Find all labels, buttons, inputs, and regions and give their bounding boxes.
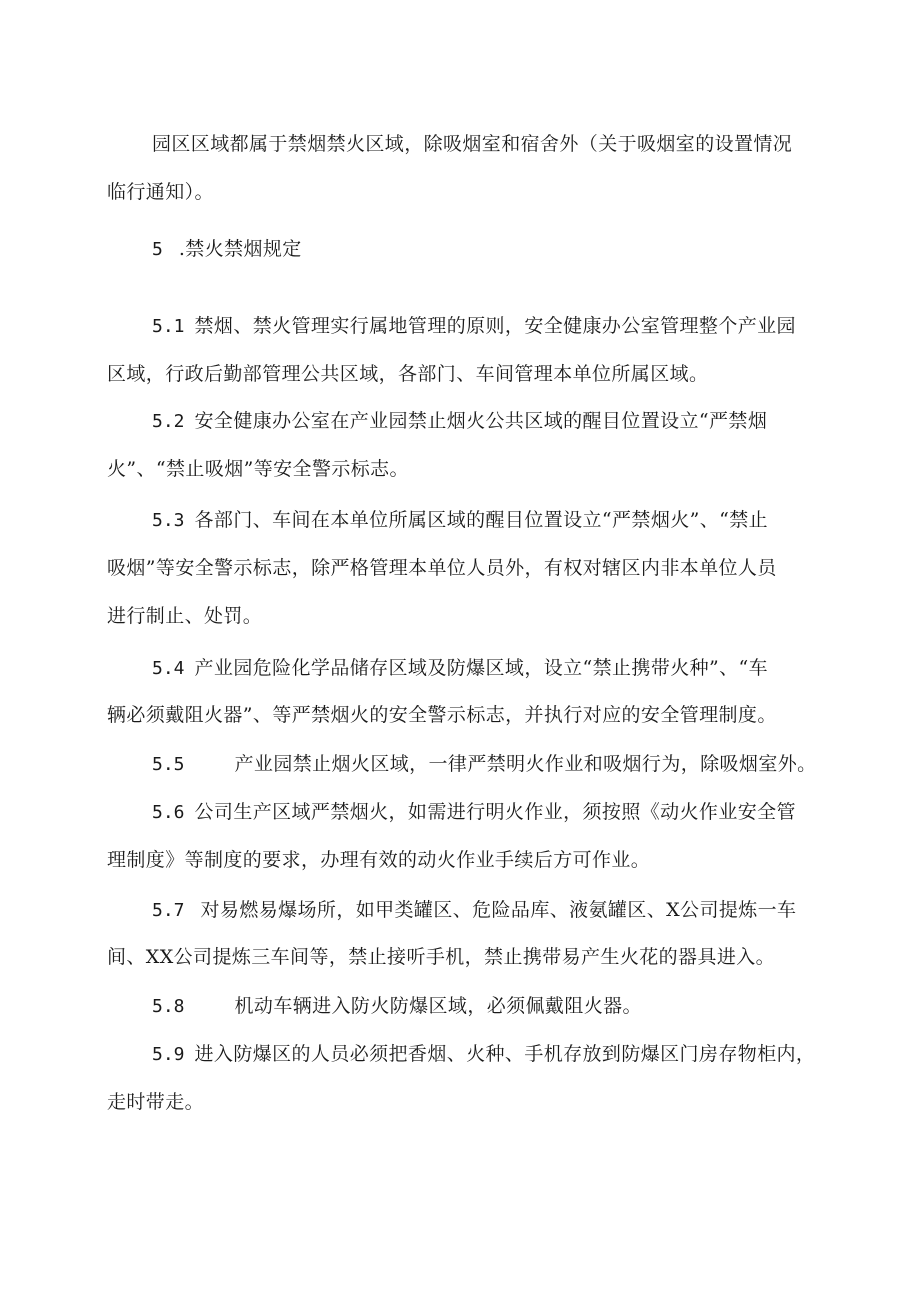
intro-line-1: 园区区域都属于禁烟禁火区域，除吸烟室和宿舍外（关于吸烟室的设置情况 — [152, 133, 793, 155]
clause-number: 5.3 — [152, 510, 185, 531]
clause-5-3-line-1 — [152, 508, 920, 533]
clause-number: 5.1 — [152, 316, 185, 337]
clause-text: 产业园禁止烟火区域，一律严禁明火作业和吸烟行为，除吸烟室外。 — [234, 753, 817, 775]
clause-5-2-line-1 — [152, 409, 920, 434]
clause-5-7-line-2: 间、XX公司提炼三车间等，禁止接听手机，禁止携带易产生火花的器具进入。 — [107, 946, 776, 968]
clause-5-4-line-2: 辆必须戴阻火器”、等严禁烟火的安全警示标志，并执行对应的安全管理制度。 — [107, 704, 777, 726]
clause-text: 公司生产区域严禁烟火，如需进行明火作业，须按照《动火作业安全管 — [194, 801, 796, 823]
clause-text: 各部门、车间在本单位所属区域的醒目位置设立“严禁烟火”、“禁止 — [194, 509, 769, 531]
intro-line-2: 临行通知）。 — [107, 181, 214, 203]
clause-5-3-line-3: 进行制止、处罚。 — [107, 605, 263, 627]
clause-text: 安全健康办公室在产业园禁止烟火公共区域的醒目位置设立“严禁烟 — [194, 410, 768, 432]
clause-number: 5.2 — [152, 411, 185, 432]
clause-5-6-line-2: 理制度》等制度的要求，办理有效的动火作业手续后方可作业。 — [107, 849, 651, 871]
clause-text: 禁烟、禁火管理实行属地管理的原则，安全健康办公室管理整个产业园 — [194, 315, 796, 337]
clause-number: 5.6 — [152, 802, 185, 823]
clause-text: 对易燃易爆场所，如甲类罐区、危险品库、液氨罐区、X公司提炼一车 — [200, 899, 797, 921]
clause-5-8-line-1 — [152, 994, 920, 1019]
clause-number: 5.9 — [152, 1044, 185, 1065]
clause-number: 5.5 — [152, 754, 185, 775]
clause-text: 产业园危险化学品储存区域及防爆区域，设立“禁止携带火种”、“车 — [194, 657, 769, 679]
clause-5-4-line-1 — [152, 656, 920, 681]
clause-number: 5.8 — [152, 996, 185, 1017]
clause-5-9-line-1 — [152, 1042, 920, 1067]
clause-5-1-line-2: 区域，行政后勤部管理公共区域，各部门、车间管理本单位所属区域。 — [107, 363, 709, 385]
section-title: .禁火禁烟规定 — [178, 238, 302, 260]
clause-5-9-line-2: 走时带走。 — [107, 1091, 205, 1113]
clause-number: 5.4 — [152, 658, 185, 679]
clause-5-7-line-1 — [152, 898, 920, 923]
section-heading — [152, 237, 920, 262]
section-number: 5 — [152, 239, 163, 260]
clause-5-5-line-1 — [152, 752, 920, 777]
clause-5-3-line-2: 吸烟”等安全警示标志，除严格管理本单位人员外，有权对辖区内非本单位人员 — [107, 557, 777, 579]
clause-5-6-line-1 — [152, 800, 920, 825]
clause-5-1-line-1 — [152, 314, 920, 339]
clause-5-2-line-2: 火”、“禁止吸烟”等安全警示标志。 — [107, 458, 409, 480]
clause-text: 机动车辆进入防火防爆区域，必须佩戴阻火器。 — [234, 995, 642, 1017]
clause-number: 5.7 — [152, 900, 185, 921]
clause-text: 进入防爆区的人员必须把香烟、火种、手机存放到防爆区门房存物柜内， — [194, 1043, 816, 1065]
